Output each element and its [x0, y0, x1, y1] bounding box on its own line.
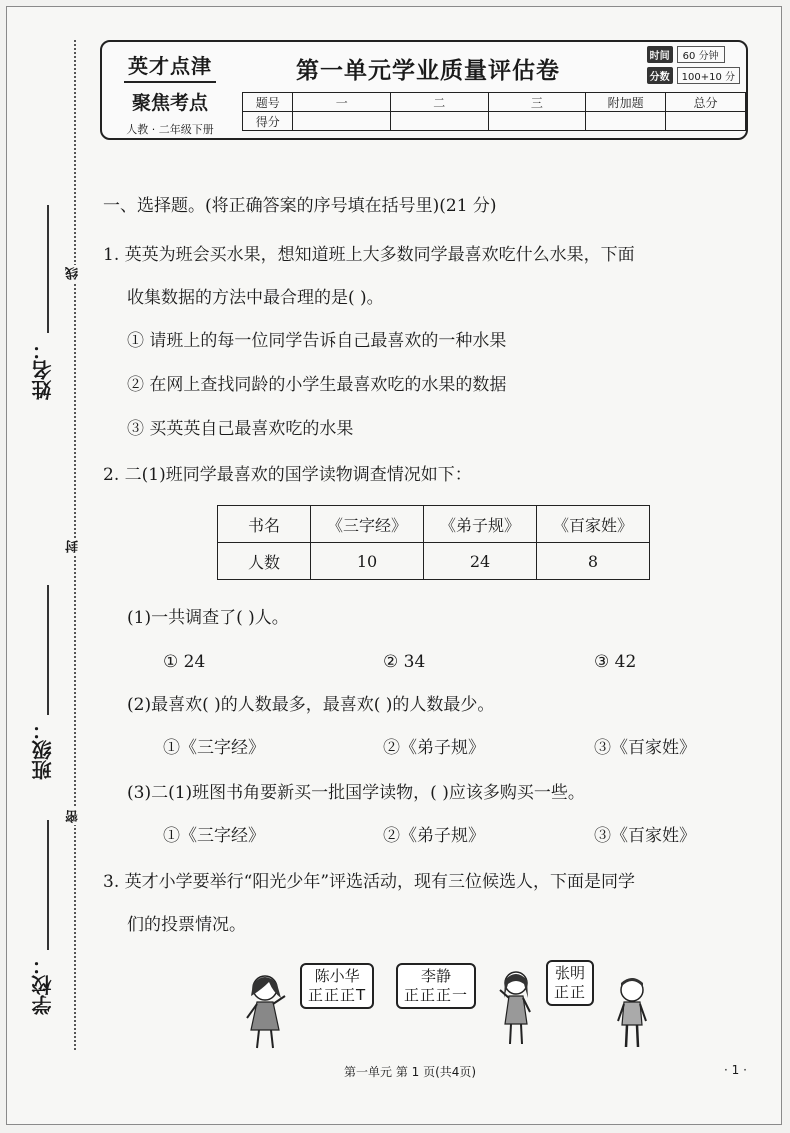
- name-label: 姓名：: [31, 340, 55, 400]
- q2-sub2-option: ②《弟子规》: [383, 738, 485, 758]
- candidate-bubble-3: [546, 960, 594, 1006]
- section-heading: 一、选择题。(将正确答案的序号填在括号里)(21 分): [103, 196, 497, 216]
- score-cell[interactable]: [666, 112, 746, 131]
- q2-sub1-option: ① 24: [163, 652, 206, 672]
- q3-line1: 3. 英才小学要举行“阳光少年”评选活动，现有三位候选人，下面是同学: [103, 872, 636, 892]
- score-col-2: 二: [391, 93, 489, 112]
- time-value: 60 分钟: [677, 46, 725, 63]
- survey-cell: 24: [424, 543, 537, 580]
- survey-table: [217, 505, 650, 580]
- q2-sub1-option: ② 34: [383, 652, 426, 672]
- q1-option-3: ③ 买英英自己最喜欢吃的水果: [127, 419, 354, 439]
- class-label: 班级：: [31, 720, 55, 780]
- q2-sub3-option: ③《百家姓》: [594, 826, 696, 846]
- score-table-header-row: [243, 93, 746, 112]
- q2-sub3-option: ②《弟子规》: [383, 826, 485, 846]
- survey-header-cell: 《三字经》: [311, 506, 424, 543]
- score-cell[interactable]: [586, 112, 666, 131]
- q2-sub2: (2)最喜欢( )的人数最多，最喜欢( )的人数最少。: [127, 695, 495, 715]
- score-row-label: 得分: [243, 112, 293, 131]
- candidate-name: 陈小华: [314, 967, 360, 985]
- score-table-score-row: [243, 112, 746, 131]
- boy-illustration: [612, 975, 652, 1051]
- seal-mark-secret: 密: [66, 810, 81, 823]
- footer-page-info: 第一单元 第 1 页(共4页): [344, 1065, 477, 1079]
- survey-cell: 8: [537, 543, 650, 580]
- candidate-name: 张明: [555, 964, 586, 982]
- score-col-3: 三: [488, 93, 586, 112]
- q2-sub1: (1)一共调查了( )人。: [127, 608, 289, 628]
- score-table: [242, 92, 746, 131]
- survey-cell: 10: [311, 543, 424, 580]
- survey-table-header: [218, 506, 650, 543]
- score-col-bonus: 附加题: [586, 93, 666, 112]
- q2-sub1-option: ③ 42: [594, 652, 637, 672]
- survey-cell: 人数: [218, 543, 311, 580]
- brand-name: 英才点津: [124, 50, 216, 83]
- q1-option-2: ② 在网上查找同龄的小学生最喜欢吃的水果的数据: [127, 375, 507, 395]
- q1-line1: 1. 英英为班会买水果，想知道班上大多数同学最喜欢吃什么水果，下面: [103, 245, 635, 265]
- score-tag: 分数: [647, 67, 673, 84]
- q2-sub3-option: ①《三字经》: [163, 826, 265, 846]
- class-underline: [47, 585, 49, 715]
- candidate-bubble-2: [396, 963, 476, 1009]
- seal-mark-seal: 封: [66, 540, 81, 553]
- q2-sub2-option: ①《三字经》: [163, 738, 265, 758]
- q1-line2: 收集数据的方法中最合理的是( )。: [127, 288, 384, 308]
- exam-meta: [647, 46, 740, 88]
- q2-intro: 2. 二(1)班同学最喜欢的国学读物调查情况如下：: [103, 465, 472, 485]
- score-cell[interactable]: [293, 112, 391, 131]
- score-col-1: 一: [293, 93, 391, 112]
- q2-sub3: (3)二(1)班图书角要新买一批国学读物，( )应该多购买一些。: [127, 783, 585, 803]
- brand-grade: 人教 · 二年级下册: [126, 123, 214, 136]
- q3-line2: 们的投票情况。: [127, 915, 246, 935]
- girl-1-illustration: [243, 972, 291, 1052]
- exam-header: [100, 40, 748, 140]
- school-label: 学校：: [31, 955, 55, 1015]
- candidate-bubble-1: [300, 963, 374, 1009]
- brand-logo: [110, 50, 230, 137]
- survey-header-cell: 《百家姓》: [537, 506, 650, 543]
- score-cell[interactable]: [488, 112, 586, 131]
- score-col-label: 题号: [243, 93, 293, 112]
- q2-sub2-option: ③《百家姓》: [594, 738, 696, 758]
- time-tag: 时间: [647, 46, 673, 63]
- candidate-name: 李静: [421, 967, 452, 985]
- score-col-total: 总分: [666, 93, 746, 112]
- score-cell[interactable]: [391, 112, 489, 131]
- school-underline: [47, 820, 49, 950]
- survey-header-cell: 《弟子规》: [424, 506, 537, 543]
- girl-2-illustration: [496, 968, 536, 1048]
- name-underline: [47, 205, 49, 333]
- candidate-tally: 正正: [554, 982, 587, 1001]
- survey-header-cell: 书名: [218, 506, 311, 543]
- q1-option-1: ① 请班上的每一位同学告诉自己最喜欢的一种水果: [127, 331, 507, 351]
- survey-table-row: [218, 543, 650, 580]
- exam-title: 第一单元学业质量评估卷: [296, 58, 560, 84]
- seal-mark-line: 线: [66, 267, 81, 280]
- brand-subtitle: 聚焦考点: [131, 92, 208, 114]
- candidate-tally: 正正正T: [308, 985, 367, 1004]
- footer-page-number: · 1 ·: [724, 1063, 747, 1077]
- candidate-tally: 正正正一: [404, 985, 469, 1004]
- score-value: 100+10 分: [677, 67, 740, 84]
